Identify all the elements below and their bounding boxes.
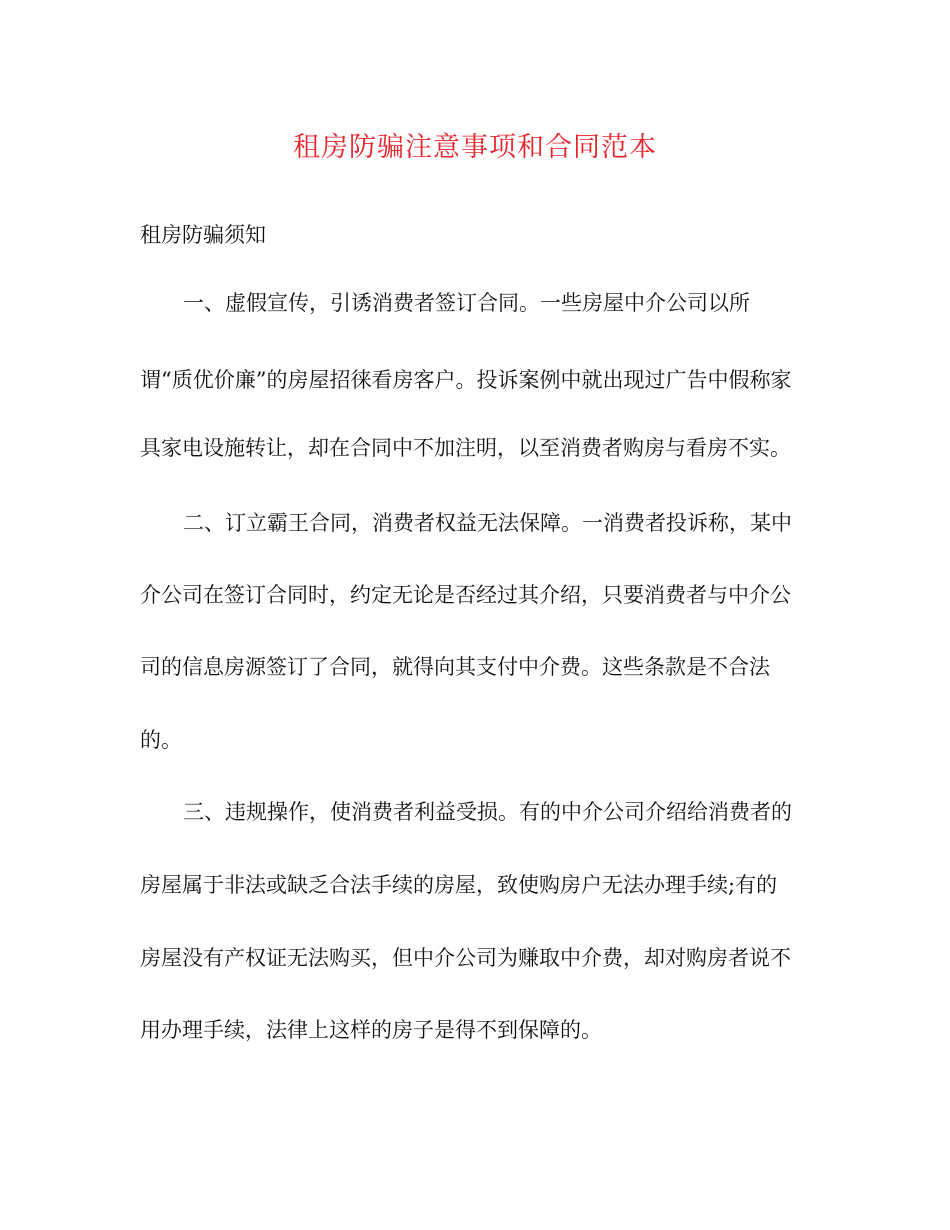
paragraph-line: 一、虚假宣传，引诱消费者签订合同。一些房屋中介公司以所 xyxy=(183,291,750,315)
paragraph-line: 具家电设施转让，却在合同中不加注明，以至消费者购房与看房不实。 xyxy=(140,436,791,460)
paragraph-line: 三、违规操作，使消费者利益受损。有的中介公司介绍给消费者的 xyxy=(183,800,792,824)
document-title: 租房防骗注意事项和合同范本 xyxy=(293,132,657,163)
paragraph-line: 介公司在签订合同时，约定无论是否经过其介绍，只要消费者与中介公 xyxy=(140,583,791,607)
paragraph-line: 房屋属于非法或缺乏合法手续的房屋，致使购房户无法办理手续;有的 xyxy=(140,873,778,897)
paragraph-line: 房屋没有产权证无法购买，但中介公司为赚取中介费，却对购房者说不 xyxy=(140,946,791,970)
paragraph-line: 用办理手续，法律上这样的房子是得不到保障的。 xyxy=(140,1018,602,1042)
paragraph-line: 谓“质优价廉”的房屋招徕看房客户。投诉案例中就出现过广告中假称家 xyxy=(140,368,792,392)
paragraph-line: 的。 xyxy=(140,728,182,752)
paragraph-line: 司的信息房源签订了合同，就得向其支付中介费。这些条款是不合法 xyxy=(140,655,770,679)
paragraph-line: 二、订立霸王合同，消费者权益无法保障。一消费者投诉称，某中 xyxy=(183,511,792,535)
section-heading: 租房防骗须知 xyxy=(140,223,266,247)
